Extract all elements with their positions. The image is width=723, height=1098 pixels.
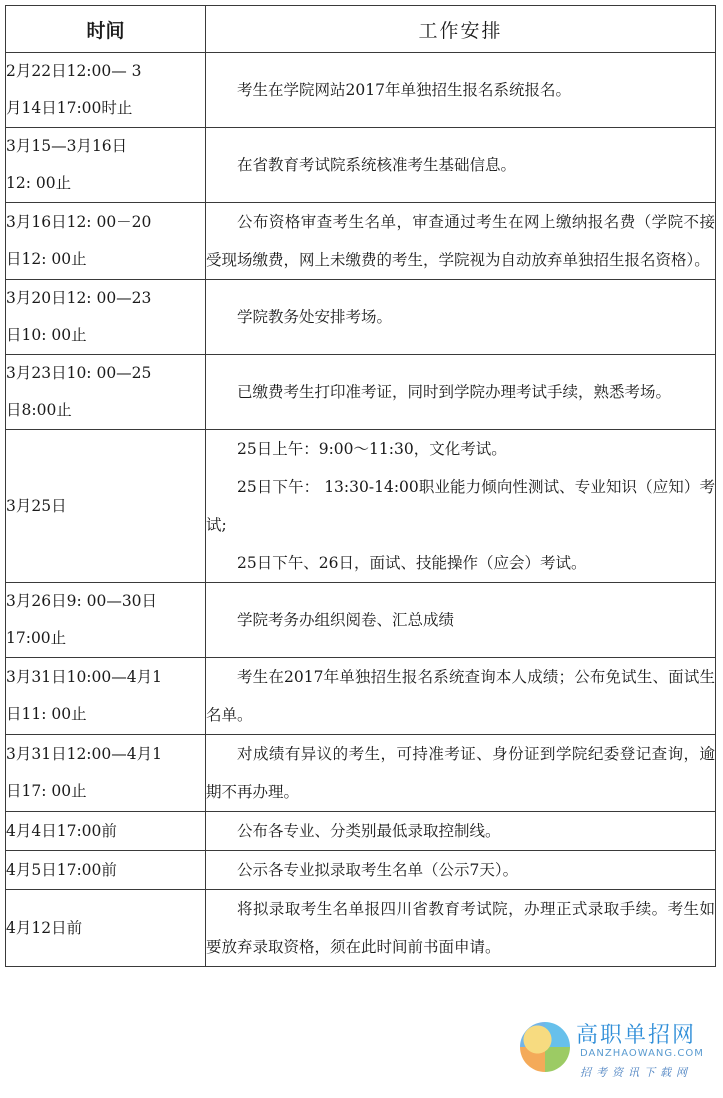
time-cell	[6, 851, 206, 890]
table-row	[6, 658, 716, 735]
work-text: 将拟录取考生名单报四川省教育考试院，办理正式录取手续。考生如要放弃录取资格，须在此时间前书面申请。	[206, 900, 715, 956]
time-cell	[6, 355, 206, 430]
work-cell	[206, 280, 716, 355]
work-text: 公布资格审查考生名单，审查通过考生在网上缴纳报名费（学院不接受现场缴费，网上未缴费的考生，学院视为自动放弃单独招生报名资格）。	[206, 213, 715, 269]
time-line: 3月31日12:00—4月1	[6, 745, 162, 763]
logo-circle-icon	[520, 1022, 570, 1072]
work-text: 已缴费考生打印准考证，同时到学院办理考试手续，熟悉考场。	[237, 383, 672, 401]
table-row	[6, 53, 716, 128]
time-line: 12: 00止	[6, 174, 72, 192]
time-cell	[6, 735, 206, 812]
header-work: 工作安排	[206, 6, 716, 53]
table-row	[6, 890, 716, 967]
time-line: 3月25日	[6, 496, 67, 515]
time-cell	[6, 203, 206, 280]
table-row	[6, 812, 716, 851]
work-cell	[206, 583, 716, 658]
work-cell	[206, 53, 716, 128]
watermark-domain: DANZHAOWANG.COM	[580, 1048, 704, 1059]
table-row	[6, 128, 716, 203]
work-cell	[206, 812, 716, 851]
work-cell	[206, 851, 716, 890]
work-cell	[206, 355, 716, 430]
work-text: 学院教务处安排考场。	[237, 308, 393, 326]
work-text: 对成绩有异议的考生，可持准考证、身份证到学院纪委登记查询，逾期不再办理。	[206, 745, 715, 801]
time-cell	[6, 53, 206, 128]
time-line: 3月20日12: 00—23	[6, 289, 152, 307]
work-cell	[206, 128, 716, 203]
work-cell	[206, 735, 716, 812]
time-cell	[6, 128, 206, 203]
work-text: 公示各专业拟录取考生名单（公示7天）。	[237, 861, 519, 879]
header-time: 时间	[6, 6, 206, 53]
time-cell	[6, 280, 206, 355]
time-line: 月14日17:00时止	[6, 99, 133, 117]
time-cell	[6, 430, 206, 583]
work-text: 考生在2017年单独招生报名系统查询本人成绩；公布免试生、面试生名单。	[206, 668, 715, 724]
time-line: 日11: 00止	[6, 705, 87, 723]
work-text: 学院考务办组织阅卷、汇总成绩	[237, 611, 455, 629]
work-cell	[206, 658, 716, 735]
table-row	[6, 430, 716, 583]
time-line: 日10: 00止	[6, 326, 87, 344]
table-row	[6, 355, 716, 430]
table-row	[6, 583, 716, 658]
work-text: 25日下午： 13:30-14:00职业能力倾向性测试、专业知识（应知）考试;	[206, 478, 715, 534]
table-row	[6, 851, 716, 890]
watermark-slogan: 招考资讯下载网	[580, 1066, 692, 1079]
time-cell	[6, 583, 206, 658]
table-row	[6, 280, 716, 355]
time-cell	[6, 812, 206, 851]
time-line: 3月31日10:00—4月1	[6, 668, 162, 686]
watermark-name: 高职单招网	[576, 1023, 697, 1048]
time-line: 3月26日9: 00—30日	[6, 592, 158, 610]
work-text: 公布各专业、分类别最低录取控制线。	[237, 822, 501, 840]
time-line: 2月22日12:00— 3	[6, 62, 142, 80]
time-line: 日17: 00止	[6, 782, 87, 800]
work-text: 考生在学院网站2017年单独招生报名系统报名。	[237, 81, 571, 99]
schedule-table	[5, 5, 716, 967]
table-row	[6, 735, 716, 812]
time-line: 3月23日10: 00—25	[6, 364, 152, 382]
time-line: 3月16日12: 00－20	[6, 213, 152, 231]
time-line: 4月4日17:00前	[6, 821, 117, 840]
table-row	[6, 203, 716, 280]
work-cell	[206, 890, 716, 967]
time-line: 4月5日17:00前	[6, 860, 117, 879]
header-row	[6, 6, 716, 53]
work-text: 25日下午、26日，面试、技能操作（应会）考试。	[237, 554, 587, 572]
time-cell	[6, 658, 206, 735]
work-text: 25日上午：9:00～11:30，文化考试。	[237, 440, 507, 458]
time-line: 日8:00止	[6, 401, 72, 419]
time-line: 4月12日前	[6, 918, 83, 937]
work-cell	[206, 430, 716, 583]
time-line: 17:00止	[6, 629, 67, 647]
work-text: 在省教育考试院系统核准考生基础信息。	[237, 156, 517, 174]
watermark-logo	[520, 1018, 715, 1088]
time-line: 日12: 00止	[6, 250, 87, 268]
time-cell	[6, 890, 206, 967]
time-line: 3月15—3月16日	[6, 137, 128, 155]
work-cell	[206, 203, 716, 280]
